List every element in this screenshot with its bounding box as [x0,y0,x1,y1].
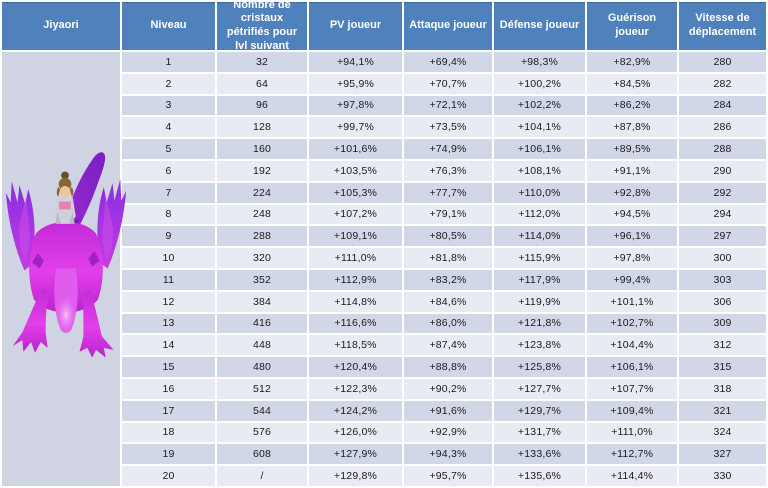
cell-vitesse-level-7: 292 [679,183,766,203]
cell-niveau-level-20: 20 [122,466,215,486]
cell-pv-level-16: +122,3% [309,379,402,399]
cell-defense-level-12: +119,9% [494,292,585,312]
cell-cristaux-level-3: 96 [217,96,307,116]
cell-pv-level-4: +99,7% [309,117,402,137]
cell-vitesse-level-5: 288 [679,139,766,159]
cell-guerison-level-15: +106,1% [587,357,677,377]
cell-vitesse-level-4: 286 [679,117,766,137]
cell-cristaux-level-11: 352 [217,270,307,290]
cell-attaque-level-2: +70,7% [404,74,492,94]
cell-attaque-level-4: +73,5% [404,117,492,137]
cell-attaque-level-12: +84,6% [404,292,492,312]
cell-attaque-level-19: +94,3% [404,444,492,464]
cell-attaque-level-16: +90,2% [404,379,492,399]
cell-pv-level-6: +103,5% [309,161,402,181]
cell-pv-level-15: +120,4% [309,357,402,377]
cell-niveau-level-15: 15 [122,357,215,377]
header-cell-cristaux: Nombre de cristaux pétrifiés pour lvl suivant [217,2,307,50]
cell-guerison-level-1: +82,9% [587,52,677,72]
cell-defense-level-13: +121,8% [494,314,585,334]
cell-guerison-level-14: +104,4% [587,335,677,355]
cell-attaque-level-14: +87,4% [404,335,492,355]
cell-niveau-level-13: 13 [122,314,215,334]
cell-cristaux-level-8: 248 [217,205,307,225]
cell-vitesse-level-15: 315 [679,357,766,377]
cell-cristaux-level-1: 32 [217,52,307,72]
cell-guerison-level-7: +92,8% [587,183,677,203]
cell-vitesse-level-10: 300 [679,248,766,268]
cell-attaque-level-3: +72,1% [404,96,492,116]
cell-pv-level-5: +101,6% [309,139,402,159]
cell-guerison-level-13: +102,7% [587,314,677,334]
cell-attaque-level-17: +91,6% [404,401,492,421]
cell-niveau-level-18: 18 [122,423,215,443]
cell-defense-level-17: +129,7% [494,401,585,421]
cell-defense-level-15: +125,8% [494,357,585,377]
cell-niveau-level-3: 3 [122,96,215,116]
cell-niveau-level-10: 10 [122,248,215,268]
cell-defense-level-20: +135,6% [494,466,585,486]
cell-guerison-level-20: +114,4% [587,466,677,486]
cell-guerison-level-9: +96,1% [587,226,677,246]
cell-vitesse-level-13: 309 [679,314,766,334]
cell-pv-level-17: +124,2% [309,401,402,421]
cell-niveau-level-11: 11 [122,270,215,290]
header-cell-niveau: Niveau [122,2,215,50]
cell-pv-level-9: +109,1% [309,226,402,246]
jiyaori-creature-image [3,144,129,358]
cell-defense-level-18: +131,7% [494,423,585,443]
cell-cristaux-level-2: 64 [217,74,307,94]
cell-defense-level-11: +117,9% [494,270,585,290]
cell-pv-level-8: +107,2% [309,205,402,225]
header-cell-guerison: Guérison joueur [587,2,677,50]
cell-niveau-level-19: 19 [122,444,215,464]
cell-vitesse-level-14: 312 [679,335,766,355]
cell-cristaux-level-4: 128 [217,117,307,137]
cell-vitesse-level-6: 290 [679,161,766,181]
cell-guerison-level-18: +111,0% [587,423,677,443]
cell-defense-level-2: +100,2% [494,74,585,94]
cell-pv-level-2: +95,9% [309,74,402,94]
cell-defense-level-8: +112,0% [494,205,585,225]
cell-cristaux-level-15: 480 [217,357,307,377]
cell-niveau-level-8: 8 [122,205,215,225]
cell-guerison-level-6: +91,1% [587,161,677,181]
cell-niveau-level-6: 6 [122,161,215,181]
cell-defense-level-5: +106,1% [494,139,585,159]
header-cell-defense: Défense joueur [494,2,585,50]
cell-defense-level-9: +114,0% [494,226,585,246]
cell-niveau-level-9: 9 [122,226,215,246]
cell-niveau-level-14: 14 [122,335,215,355]
cell-cristaux-level-6: 192 [217,161,307,181]
cell-guerison-level-16: +107,7% [587,379,677,399]
cell-pv-level-19: +127,9% [309,444,402,464]
cell-niveau-level-5: 5 [122,139,215,159]
cell-attaque-level-9: +80,5% [404,226,492,246]
cell-vitesse-level-16: 318 [679,379,766,399]
cell-pv-level-14: +118,5% [309,335,402,355]
cell-vitesse-level-11: 303 [679,270,766,290]
cell-vitesse-level-1: 280 [679,52,766,72]
cell-attaque-level-5: +74,9% [404,139,492,159]
cell-pv-level-7: +105,3% [309,183,402,203]
cell-attaque-level-8: +79,1% [404,205,492,225]
cell-defense-level-7: +110,0% [494,183,585,203]
cell-vitesse-level-20: 330 [679,466,766,486]
cell-guerison-level-19: +112,7% [587,444,677,464]
cell-pv-level-12: +114,8% [309,292,402,312]
cell-cristaux-level-5: 160 [217,139,307,159]
cell-attaque-level-18: +92,9% [404,423,492,443]
cell-pv-level-18: +126,0% [309,423,402,443]
cell-defense-level-3: +102,2% [494,96,585,116]
cell-defense-level-19: +133,6% [494,444,585,464]
cell-niveau-level-1: 1 [122,52,215,72]
cell-cristaux-level-13: 416 [217,314,307,334]
header-cell-attaque: Attaque joueur [404,2,492,50]
cell-pv-level-13: +116,6% [309,314,402,334]
cell-guerison-level-2: +84,5% [587,74,677,94]
cell-guerison-level-11: +99,4% [587,270,677,290]
cell-defense-level-16: +127,7% [494,379,585,399]
cell-cristaux-level-10: 320 [217,248,307,268]
cell-guerison-level-12: +101,1% [587,292,677,312]
cell-attaque-level-1: +69,4% [404,52,492,72]
cell-niveau-level-4: 4 [122,117,215,137]
creature-cell [2,52,120,486]
cell-pv-level-10: +111,0% [309,248,402,268]
cell-defense-level-1: +98,3% [494,52,585,72]
cell-defense-level-6: +108,1% [494,161,585,181]
cell-defense-level-4: +104,1% [494,117,585,137]
cell-guerison-level-3: +86,2% [587,96,677,116]
cell-vitesse-level-3: 284 [679,96,766,116]
cell-vitesse-level-18: 324 [679,423,766,443]
cell-defense-level-14: +123,8% [494,335,585,355]
cell-pv-level-11: +112,9% [309,270,402,290]
cell-attaque-level-11: +83,2% [404,270,492,290]
cell-cristaux-level-20: / [217,466,307,486]
cell-guerison-level-8: +94,5% [587,205,677,225]
cell-pv-level-20: +129,8% [309,466,402,486]
creature-left-leg [13,288,50,353]
cell-attaque-level-20: +95,7% [404,466,492,486]
cell-attaque-level-15: +88,8% [404,357,492,377]
cell-cristaux-level-12: 384 [217,292,307,312]
cell-niveau-level-17: 17 [122,401,215,421]
cell-niveau-level-16: 16 [122,379,215,399]
cell-vitesse-level-12: 306 [679,292,766,312]
cell-attaque-level-13: +86,0% [404,314,492,334]
cell-cristaux-level-19: 608 [217,444,307,464]
cell-cristaux-level-16: 512 [217,379,307,399]
cell-niveau-level-2: 2 [122,74,215,94]
cell-attaque-level-6: +76,3% [404,161,492,181]
cell-attaque-level-7: +77,7% [404,183,492,203]
cell-niveau-level-12: 12 [122,292,215,312]
cell-cristaux-level-14: 448 [217,335,307,355]
cell-cristaux-level-17: 544 [217,401,307,421]
cell-niveau-level-7: 7 [122,183,215,203]
cell-cristaux-level-18: 576 [217,423,307,443]
cell-vitesse-level-17: 321 [679,401,766,421]
header-cell-jiyaori: Jiyaori [2,2,120,50]
cell-guerison-level-10: +97,8% [587,248,677,268]
header-cell-vitesse: Vitesse de déplacement [679,2,766,50]
cell-attaque-level-10: +81,8% [404,248,492,268]
cell-vitesse-level-2: 282 [679,74,766,94]
header-cell-pv: PV joueur [309,2,402,50]
cell-guerison-level-4: +87,8% [587,117,677,137]
cell-vitesse-level-19: 327 [679,444,766,464]
cell-pv-level-3: +97,8% [309,96,402,116]
cell-pv-level-1: +94,1% [309,52,402,72]
cell-cristaux-level-7: 224 [217,183,307,203]
rider-figure [54,172,75,224]
cell-guerison-level-5: +89,5% [587,139,677,159]
cell-defense-level-10: +115,9% [494,248,585,268]
cell-vitesse-level-9: 297 [679,226,766,246]
cell-cristaux-level-9: 288 [217,226,307,246]
cell-guerison-level-17: +109,4% [587,401,677,421]
cell-vitesse-level-8: 294 [679,205,766,225]
